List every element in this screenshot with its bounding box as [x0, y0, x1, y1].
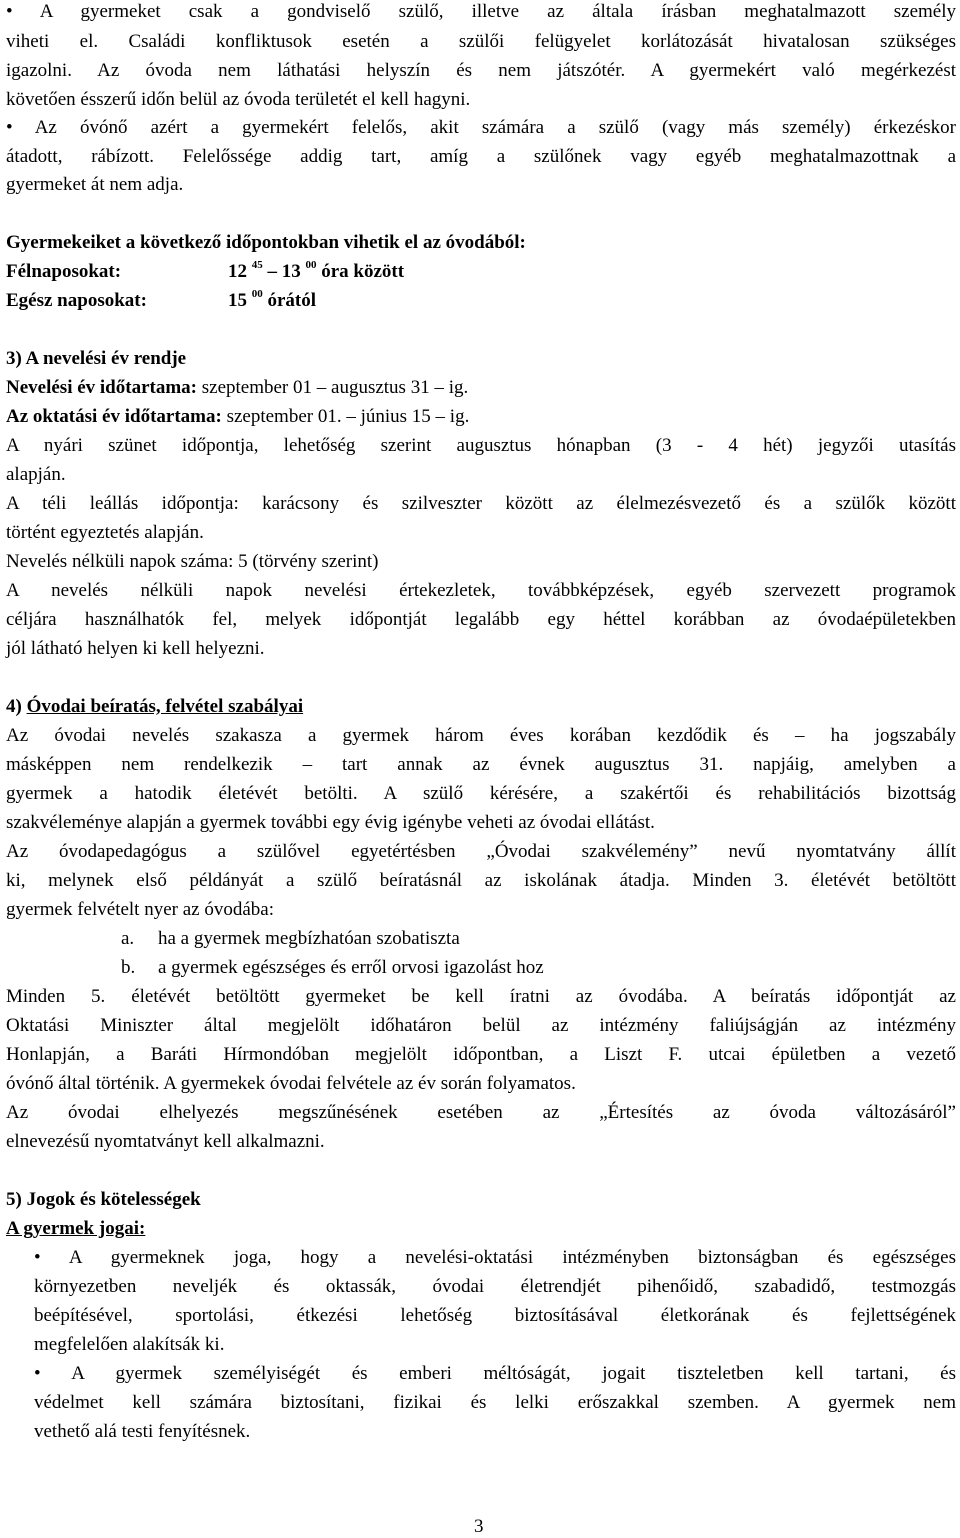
- pickup-times-heading: Gyermekeiket a következő időpontokban vihetik el az óvodából:: [6, 232, 526, 253]
- paragraph-line: Honlapján, a Baráti Hírmondóban megjelölt időpontban, a Liszt F. utcai épületben a vezető: [6, 1044, 956, 1065]
- section-5-heading: 5) Jogok és kötelességek: [6, 1189, 201, 1210]
- half-day-suffix: óra között: [321, 261, 405, 282]
- paragraph-line: • A gyermek személyiségét és emberi méltóságát, jogait tiszteletben kell tartani, és: [34, 1363, 956, 1384]
- paragraph-line: szakvéleménye alapján a gyermek további egy évig igénybe veheti az óvodai ellátást.: [6, 812, 655, 833]
- educational-year-line: Nevelési év időtartama: szeptember 01 – augusztus 31 – ig.: [6, 377, 469, 398]
- paragraph-line: beépítésével, sportolási, étkezési lehetőség biztosításával életkorának és fejlettségének: [34, 1305, 956, 1326]
- paragraph-line: ki, melynek első példányát a szülő beíratásnál az iskolának átadja. Minden 3. életévét betöltött: [6, 870, 956, 891]
- paragraph-line: történt egyeztetés alapján.: [6, 522, 204, 543]
- paragraph-line: követően ésszerű időn belül az óvoda területét el kell hagyni.: [6, 89, 471, 110]
- paragraph-line: A nevelés nélküli napok nevelési értekezletek, továbbképzések, egyéb szervezett programok: [6, 580, 956, 601]
- full-day-start: 15 $^{00}$: [228, 288, 263, 311]
- page-number: 3: [474, 1516, 484, 1537]
- full-day-label: Egész naposokat:: [6, 290, 147, 311]
- pickup-full-day-row: [6, 288, 317, 313]
- paragraph-line: Az óvodai elhelyezés megszűnésének esetében az „Értesítés az óvoda változásáról”: [6, 1102, 956, 1123]
- paragraph-line: gyermek a hatodik életévét betölti. A szülő kérésére, a szakértői és rehabilitációs bizottság: [6, 783, 956, 804]
- paragraph-line: • A gyermeknek joga, hogy a nevelési-oktatási intézményben biztonságban és egészséges: [34, 1247, 956, 1268]
- paragraph-line: gyermeket át nem adja.: [6, 174, 184, 195]
- paragraph-line: A nyári szünet időpontja, lehetőség szerint augusztus hónapban (3 - 4 hét) jegyzői utasítás: [6, 435, 956, 456]
- paragraph-line: másképpen nem rendelkezik – tart annak az évnek augusztus 31. napjáig, amelyben a: [6, 754, 956, 775]
- paragraph-line: céljára használhatók fel, melyek időpontját legalább egy héttel korábban az óvodaépületekben: [6, 609, 956, 630]
- half-day-label: Félnaposokat:: [6, 261, 122, 282]
- list-item: a. ha a gyermek megbízhatóan szobatiszta: [121, 928, 460, 949]
- full-day-suffix: órától: [267, 290, 317, 311]
- paragraph-line: Oktatási Miniszter által megjelölt időhatáron belül az intézmény faliújságján az intézmény: [6, 1015, 956, 1036]
- paragraph-line: átadott, rábízott. Felelőssége addig tart, amíg a szülőnek vagy egyéb meghatalmazottnak a: [6, 146, 956, 167]
- list-item: b. a gyermek egészséges és erről orvosi igazolást hoz: [121, 957, 544, 978]
- paragraph-line: jól látható helyen ki kell helyezni.: [6, 638, 265, 659]
- paragraph-line: elnevezésű nyomtatványt kell alkalmazni.: [6, 1131, 325, 1152]
- paragraph-line: • Az óvónő azért a gyermekért felelős, akit számára a szülő (vagy más személy) érkezéskor: [6, 117, 956, 138]
- section-4-heading: 4) Óvodai beíratás, felvétel szabályai: [6, 696, 304, 717]
- school-year-line: Az oktatási év időtartama: szeptember 01. – június 15 – ig.: [6, 406, 470, 427]
- half-day-start: 12 $^{45}$: [228, 259, 263, 282]
- child-rights-subheading: A gyermek jogai:: [6, 1218, 146, 1239]
- paragraph-line: megfelelően alakítsák ki.: [34, 1334, 225, 1355]
- paragraph-line: viheti el. Családi konfliktusok esetén a szülői felügyelet korlátozását hivatalosan szükséges: [6, 31, 956, 52]
- paragraph-line: Az óvodapedagógus a szülővel egyetértésben „Óvodai szakvélemény” nevű nyomtatvány állít: [6, 841, 956, 862]
- paragraph-line: igazolni. Az óvoda nem láthatási helyszín és nem játszótér. A gyermekért való megérkezést: [6, 60, 956, 81]
- paragraph-line: Az óvodai nevelés szakasza a gyermek három éves korában kezdődik és – ha jogszabály: [6, 725, 956, 746]
- half-day-end: – 13 $^{00}$: [267, 259, 317, 282]
- paragraph-line: Nevelés nélküli napok száma: 5 (törvény szerint): [6, 551, 379, 572]
- paragraph-line: környezetben neveljék és oktassák, óvodai életrendjét pihenőidő, szabadidő, testmozgás: [34, 1276, 956, 1297]
- paragraph-line: alapján.: [6, 464, 66, 485]
- paragraph-line: védelmet kell számára biztosítani, fizikai és lelki erőszakkal szemben. A gyermek nem: [34, 1392, 956, 1413]
- paragraph-line: gyermek felvételt nyer az óvodába:: [6, 899, 274, 920]
- paragraph-line: Minden 5. életévét betöltött gyermeket be kell íratni az óvodába. A beíratás időpontját az: [6, 986, 956, 1007]
- paragraph-line: óvónő által történik. A gyermekek óvodai felvétele az év során folyamatos.: [6, 1073, 576, 1094]
- paragraph-line: A téli leállás időpontja: karácsony és szilveszter között az élelmezésvezető és a szülők között: [6, 493, 956, 514]
- paragraph-line: • A gyermeket csak a gondviselő szülő, illetve az általa írásban meghatalmazott személy: [6, 1, 956, 22]
- pickup-half-day-row: [6, 259, 405, 284]
- paragraph-line: vethető alá testi fenyítésnek.: [34, 1421, 251, 1442]
- section-3-heading: 3) A nevelési év rendje: [6, 348, 187, 369]
